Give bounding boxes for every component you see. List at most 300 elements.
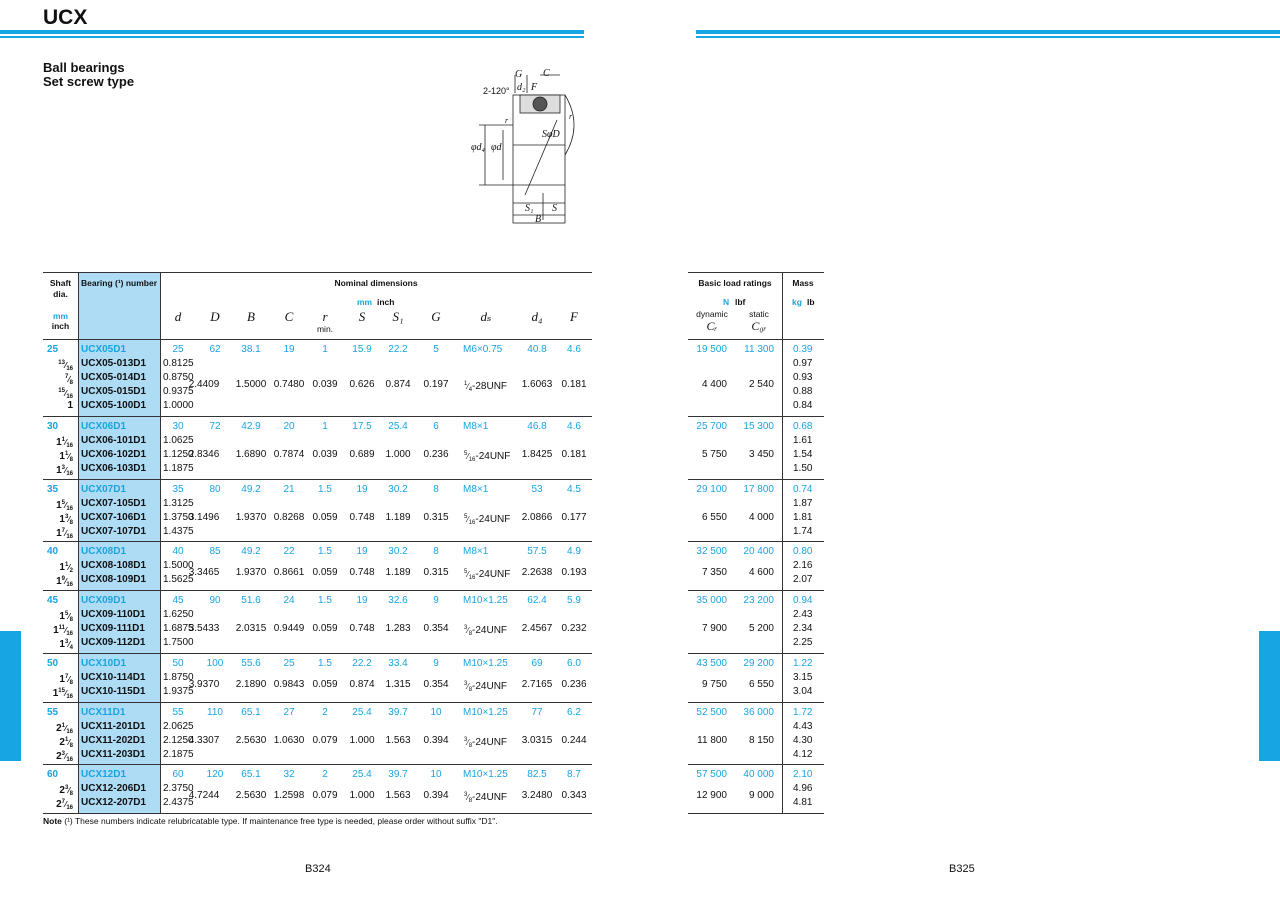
bearing-inch: UCX09-110D1: [81, 609, 146, 620]
inch-common-D: 3.1496: [188, 512, 220, 523]
header-bearing: Bearing (¹) number: [80, 278, 158, 288]
metric-Cor: 15 300: [743, 421, 774, 432]
inch-common-G: 0.315: [423, 512, 449, 523]
metric-Cr: 25 700: [696, 421, 727, 432]
inch-common-D: 3.5433: [188, 623, 220, 634]
inch-d: 1.3750: [163, 512, 194, 523]
metric-ds: M6×0.75: [463, 344, 503, 355]
shaft-mm: 40: [47, 546, 59, 557]
metric-Cr: 35 000: [696, 595, 727, 606]
inch-common-r: 0.079: [312, 735, 338, 746]
inch-common-D: 4.7244: [188, 790, 220, 801]
group-separator: [43, 813, 592, 814]
header-Cor: C₀ᵣ: [751, 319, 767, 333]
metric-Cor: 40 000: [743, 769, 774, 780]
inch-common-S: 0.626: [349, 379, 375, 390]
bearing-inch: UCX09-111D1: [81, 623, 145, 634]
bearing-metric: UCX05D1: [81, 344, 127, 355]
inch-d: 0.8750: [163, 372, 194, 383]
inch-common-d4: 2.7165: [521, 679, 553, 690]
inch-mass: 0.88: [793, 386, 813, 397]
header-load-lbf: lbf: [735, 297, 746, 307]
inch-common-r: 0.039: [312, 449, 338, 460]
bearing-inch: UCX10-115D1: [81, 686, 146, 697]
inch-d: 1.1250: [163, 449, 194, 460]
bearing-metric: UCX06D1: [81, 421, 127, 432]
inch-common-S1: 1.563: [385, 790, 411, 801]
shaft-inch: $1^3⁄_4$: [59, 639, 73, 651]
inch-common-S1: 1.315: [385, 679, 411, 690]
inch-common-ds: $^3⁄_8-24UNF$: [464, 792, 508, 804]
inch-d: 1.0625: [163, 435, 194, 446]
header-mass-lb: lb: [807, 297, 815, 307]
inch-common-S1: 1.000: [385, 449, 411, 460]
inch-common-G: 0.197: [423, 379, 449, 390]
metric-C: 27: [283, 707, 295, 718]
metric-S1: 22.2: [388, 344, 408, 355]
header-col-C: C: [284, 309, 294, 324]
metric-d: 35: [172, 484, 184, 495]
bearing-inch: UCX09-112D1: [81, 637, 146, 648]
bearing-metric: UCX10D1: [81, 658, 127, 669]
header-unit-mm: mm: [52, 311, 69, 321]
metric-d: 30: [172, 421, 184, 432]
inch-common-C: 1.2598: [273, 790, 305, 801]
metric-mass: 0.80: [793, 546, 813, 557]
header-mass: Mass: [792, 278, 814, 288]
metric-B: 38.1: [241, 344, 261, 355]
inch-common-G: 0.354: [423, 623, 449, 634]
bearing-inch: UCX08-108D1: [81, 560, 147, 571]
bearing-metric: UCX08D1: [81, 546, 127, 557]
shaft-mm: 60: [47, 769, 59, 780]
metric-ds: M8×1: [463, 546, 489, 557]
inch-mass: 1.61: [793, 435, 813, 446]
inch-common-d4: 1.8425: [521, 449, 553, 460]
metric-C: 25: [283, 658, 295, 669]
inch-common-B: 2.0315: [235, 623, 267, 634]
diagram-label-d: φd: [491, 142, 502, 153]
metric-G: 10: [430, 707, 442, 718]
inch-common-S1: 0.874: [385, 379, 411, 390]
inch-common-D: 3.9370: [188, 679, 220, 690]
inch-common-C: 0.7874: [273, 449, 305, 460]
inch-common-Cor: 6 550: [748, 679, 774, 690]
shaft-inch: $1^3⁄_{16}$: [56, 465, 73, 477]
metric-G: 5: [433, 344, 439, 355]
metric-mass: 2.10: [793, 769, 813, 780]
metric-Cr: 32 500: [696, 546, 727, 557]
shaft-inch: $^{15}⁄_{16}$: [58, 388, 73, 400]
header-rule-left-thin: [0, 36, 584, 38]
inch-common-F: 0.343: [561, 790, 587, 801]
metric-S1: 39.7: [388, 769, 408, 780]
header-rule-right-thin: [696, 36, 1280, 38]
inch-common-ds: $^5⁄_{16}-24UNF$: [464, 514, 511, 526]
shaft-mm: 45: [47, 595, 59, 606]
inch-common-d4: 2.2638: [521, 567, 553, 578]
inch-common-S1: 1.563: [385, 735, 411, 746]
diagram-label-S1: S₁: [525, 203, 534, 214]
inch-common-C: 0.9449: [273, 623, 305, 634]
inch-d: 2.1250: [163, 735, 194, 746]
header-unit-inch: inch: [51, 321, 70, 331]
inch-mass: 2.16: [793, 560, 813, 571]
inch-common-C: 0.7480: [273, 379, 305, 390]
metric-mass: 1.72: [793, 707, 813, 718]
header-col-B: B: [247, 309, 255, 324]
metric-mass: 0.74: [793, 484, 813, 495]
bearing-inch: UCX08-109D1: [81, 574, 147, 585]
shaft-mm: 50: [47, 658, 59, 669]
inch-common-F: 0.181: [561, 449, 587, 460]
inch-common-F: 0.193: [561, 567, 587, 578]
metric-D: 85: [209, 546, 221, 557]
metric-d: 40: [172, 546, 184, 557]
metric-d4: 57.5: [527, 546, 547, 557]
metric-r: 2: [322, 769, 328, 780]
inch-common-F: 0.181: [561, 379, 587, 390]
metric-F: 6.2: [567, 707, 581, 718]
metric-S: 25.4: [352, 769, 372, 780]
inch-mass: 4.81: [793, 797, 813, 808]
header-col-S: S: [358, 309, 366, 324]
metric-C: 22: [283, 546, 295, 557]
metric-D: 72: [209, 421, 221, 432]
inch-mass: 4.96: [793, 783, 813, 794]
inch-d: 1.5625: [163, 574, 194, 585]
inch-d: 1.4375: [163, 526, 194, 537]
bearing-inch: UCX12-206D1: [81, 783, 147, 794]
header-rule-right-thick: [696, 30, 1280, 34]
bearing-metric: UCX07D1: [81, 484, 127, 495]
inch-common-S: 0.689: [349, 449, 375, 460]
inch-common-ds: $^5⁄_{16}-24UNF$: [464, 451, 511, 463]
metric-D: 100: [206, 658, 224, 669]
table-top-rule-right: [688, 272, 824, 273]
metric-S: 19: [356, 595, 368, 606]
metric-mass: 1.22: [793, 658, 813, 669]
metric-d4: 53: [531, 484, 543, 495]
metric-d: 50: [172, 658, 184, 669]
inch-common-Cor: 4 600: [748, 567, 774, 578]
inch-mass: 0.97: [793, 358, 813, 369]
inch-d: 1.0000: [163, 400, 194, 411]
shaft-inch: $^{13}⁄_{16}$: [58, 360, 73, 372]
metric-Cor: 20 400: [743, 546, 774, 557]
metric-d4: 62.4: [527, 595, 547, 606]
inch-common-C: 0.9843: [273, 679, 305, 690]
metric-D: 90: [209, 595, 221, 606]
subtitle-set-screw: Set screw type: [43, 74, 135, 89]
bearing-diagram: [465, 65, 600, 230]
shaft-inch: $1^9⁄_{16}$: [56, 576, 73, 588]
header-rule-left-thick: [0, 30, 584, 34]
shaft-inch: $^7⁄_8$: [64, 374, 73, 386]
metric-d: 45: [172, 595, 184, 606]
inch-common-Cr: 9 750: [701, 679, 727, 690]
inch-common-C: 1.0630: [273, 735, 305, 746]
inch-common-Cor: 4 000: [748, 512, 774, 523]
header-static: static: [749, 309, 769, 319]
shaft-inch: $2^3⁄_{16}$: [56, 751, 73, 763]
metric-G: 10: [430, 769, 442, 780]
metric-D: 80: [209, 484, 221, 495]
inch-common-S1: 1.189: [385, 567, 411, 578]
group-separator-right: [688, 416, 824, 417]
shaft-mm: 55: [47, 707, 59, 718]
shaft-inch: $1^7⁄_8$: [59, 674, 73, 686]
diagram-label-F: F: [531, 82, 538, 93]
header-nominal-inch: inch: [377, 297, 395, 307]
inch-common-ds: $^3⁄_8-24UNF$: [464, 737, 508, 749]
bearing-inch: UCX06-102D1: [81, 449, 147, 460]
inch-mass: 2.43: [793, 609, 813, 620]
group-separator: [43, 590, 592, 591]
metric-S: 25.4: [352, 707, 372, 718]
header-col-S1: S₁: [392, 309, 404, 324]
metric-Cr: 43 500: [696, 658, 727, 669]
bearing-inch: UCX11-203D1: [81, 749, 146, 760]
shaft-inch: 1: [67, 400, 73, 411]
header-load-N: N: [723, 297, 730, 307]
metric-S1: 39.7: [388, 707, 408, 718]
metric-F: 6.0: [567, 658, 581, 669]
shaft-inch: $1^{15}⁄_{16}$: [52, 688, 73, 700]
inch-d: 2.1875: [163, 749, 194, 760]
bearing-inch: UCX05-100D1: [81, 400, 147, 411]
inch-common-F: 0.236: [561, 679, 587, 690]
inch-common-S: 0.874: [349, 679, 375, 690]
diagram-label-d4: φd₄: [471, 142, 486, 153]
group-separator-right: [688, 813, 824, 814]
inch-common-ds: $^3⁄_8-24UNF$: [464, 681, 508, 693]
metric-D: 120: [206, 769, 224, 780]
metric-ds: M10×1.25: [463, 707, 508, 718]
metric-B: 65.1: [241, 769, 261, 780]
metric-Cor: 17 800: [743, 484, 774, 495]
inch-common-Cr: 11 800: [697, 735, 727, 746]
inch-common-G: 0.394: [423, 735, 449, 746]
header-col-D: D: [210, 309, 220, 324]
metric-r: 2: [322, 707, 328, 718]
inch-common-B: 1.9370: [235, 512, 267, 523]
metric-C: 24: [283, 595, 295, 606]
inch-mass: 1.54: [793, 449, 813, 460]
shaft-inch: $2^3⁄_8$: [59, 785, 73, 797]
bearing-inch: UCX05-015D1: [81, 386, 147, 397]
metric-S: 19: [356, 546, 368, 557]
metric-G: 9: [433, 658, 439, 669]
inch-mass: 0.84: [793, 400, 813, 411]
metric-d4: 40.8: [527, 344, 547, 355]
metric-S1: 25.4: [388, 421, 408, 432]
bearing-inch: UCX07-107D1: [81, 526, 147, 537]
bearing-inch: UCX05-014D1: [81, 372, 147, 383]
footnote-ref: (¹): [64, 816, 73, 826]
bearing-metric: UCX09D1: [81, 595, 127, 606]
inch-common-Cr: 6 550: [701, 512, 727, 523]
metric-F: 8.7: [567, 769, 581, 780]
metric-r: 1: [322, 421, 328, 432]
inch-d: 1.6875: [163, 623, 194, 634]
inch-d: 1.5000: [163, 560, 194, 571]
metric-S1: 30.2: [388, 484, 408, 495]
header-col-F: F: [570, 309, 578, 324]
footnote: [43, 816, 498, 826]
inch-common-ds: $^5⁄_{16}-24UNF$: [464, 569, 511, 581]
diagram-label-B: B: [535, 214, 542, 225]
metric-F: 4.5: [567, 484, 581, 495]
metric-d: 25: [172, 344, 184, 355]
inch-common-r: 0.059: [312, 512, 338, 523]
inch-common-d4: 2.4567: [521, 623, 553, 634]
inch-common-F: 0.177: [561, 512, 587, 523]
inch-common-r: 0.079: [312, 790, 338, 801]
metric-S1: 30.2: [388, 546, 408, 557]
metric-B: 49.2: [241, 546, 261, 557]
diagram-label-G: G: [515, 69, 523, 80]
metric-r: 1: [322, 344, 328, 355]
inch-common-B: 2.5630: [235, 735, 267, 746]
inch-mass: 1.87: [793, 498, 813, 509]
inch-common-S: 1.000: [349, 790, 375, 801]
shaft-inch: $2^7⁄_{16}$: [56, 799, 73, 811]
metric-d: 55: [172, 707, 184, 718]
inch-mass: 4.43: [793, 721, 813, 732]
side-tab-left: [0, 631, 21, 761]
inch-common-d4: 3.2480: [521, 790, 553, 801]
diagram-label-SD: SφD: [542, 129, 560, 140]
metric-Cr: 19 500: [696, 344, 727, 355]
metric-d4: 69: [531, 658, 543, 669]
group-separator-right: [688, 702, 824, 703]
diagram-label-angle: 2-120°: [483, 86, 510, 96]
inch-common-ds: $^3⁄_8-24UNF$: [464, 625, 508, 637]
inch-common-D: 3.3465: [188, 567, 220, 578]
bearing-metric: UCX11D1: [81, 707, 126, 718]
col-divider-load: [782, 272, 783, 813]
inch-mass: 4.30: [793, 735, 813, 746]
inch-common-Cor: 3 450: [748, 449, 774, 460]
inch-common-Cor: 2 540: [748, 379, 774, 390]
inch-mass: 0.93: [793, 372, 813, 383]
inch-common-S: 0.748: [349, 567, 375, 578]
group-separator: [43, 764, 592, 765]
shaft-inch: $1^5⁄_8$: [59, 611, 73, 623]
inch-common-D: 4.3307: [188, 735, 220, 746]
inch-common-ds: $^1⁄_4-28UNF$: [464, 381, 508, 393]
inch-common-D: 2.8346: [188, 449, 220, 460]
shaft-inch: $2^1⁄_{16}$: [56, 723, 73, 735]
bearing-inch: UCX07-105D1: [81, 498, 147, 509]
diagram-label-C: C: [543, 68, 550, 79]
header-nominal-mm: mm: [357, 297, 373, 307]
page-number-left: B324: [305, 863, 331, 875]
table-header-rule-right: [688, 339, 824, 340]
inch-d: 0.8125: [163, 358, 194, 369]
inch-mass: 3.04: [793, 686, 813, 697]
metric-mass: 0.39: [793, 344, 813, 355]
header-col-d: d: [174, 309, 182, 324]
inch-mass: 2.25: [793, 637, 813, 648]
metric-B: 65.1: [241, 707, 261, 718]
metric-d4: 46.8: [527, 421, 547, 432]
inch-common-r: 0.059: [312, 623, 338, 634]
header-col-d4: d₄: [531, 309, 543, 324]
metric-S: 19: [356, 484, 368, 495]
inch-d: 2.4375: [163, 797, 194, 808]
metric-S: 17.5: [352, 421, 372, 432]
footnote-text: These numbers indicate relubricatable type. If maintenance free type is needed, please order without suffix "D1".: [74, 816, 498, 826]
inch-d: 0.9375: [163, 386, 194, 397]
inch-common-d4: 3.0315: [521, 735, 553, 746]
group-separator-right: [688, 590, 824, 591]
metric-r: 1.5: [318, 658, 332, 669]
inch-common-C: 0.8661: [273, 567, 305, 578]
inch-mass: 4.12: [793, 749, 813, 760]
inch-d: 1.6250: [163, 609, 194, 620]
bearing-inch: UCX12-207D1: [81, 797, 147, 808]
inch-d: 2.0625: [163, 721, 194, 732]
header-shaft: Shaft dia.: [49, 278, 72, 299]
bearing-metric: UCX12D1: [81, 769, 127, 780]
inch-common-S: 0.748: [349, 512, 375, 523]
bearing-inch: UCX06-101D1: [81, 435, 147, 446]
metric-ds: M10×1.25: [463, 769, 508, 780]
shaft-inch: $2^1⁄_8$: [59, 737, 73, 749]
inch-common-Cor: 8 150: [748, 735, 774, 746]
header-Cr: Cᵣ: [706, 319, 718, 333]
inch-common-B: 1.5000: [235, 379, 267, 390]
metric-d4: 77: [531, 707, 543, 718]
metric-r: 1.5: [318, 595, 332, 606]
header-col-r: r: [322, 309, 328, 324]
inch-common-Cor: 9 000: [748, 790, 774, 801]
metric-D: 62: [209, 344, 221, 355]
inch-common-Cr: 12 900: [696, 790, 727, 801]
inch-common-S1: 1.189: [385, 512, 411, 523]
shaft-inch: $1^7⁄_{16}$: [56, 528, 73, 540]
metric-C: 21: [283, 484, 295, 495]
metric-Cr: 57 500: [696, 769, 727, 780]
subtitle-ball-bearings: Ball bearings: [43, 60, 125, 75]
group-separator-right: [688, 764, 824, 765]
header-r-min: min.: [316, 324, 334, 334]
inch-common-d4: 1.6063: [521, 379, 553, 390]
inch-common-B: 2.5630: [235, 790, 267, 801]
shaft-inch: $1^1⁄_{16}$: [56, 437, 73, 449]
page-number-right: B325: [949, 863, 975, 875]
metric-Cor: 11 300: [744, 344, 774, 355]
metric-r: 1.5: [318, 484, 332, 495]
bearing-inch: UCX11-202D1: [81, 735, 146, 746]
inch-d: 1.7500: [163, 637, 194, 648]
inch-common-G: 0.236: [423, 449, 449, 460]
metric-ds: M10×1.25: [463, 658, 508, 669]
col-divider-shaft: [78, 272, 79, 813]
metric-mass: 0.94: [793, 595, 813, 606]
inch-mass: 2.07: [793, 574, 813, 585]
inch-common-Cr: 5 750: [701, 449, 727, 460]
inch-common-Cr: 4 400: [701, 379, 727, 390]
metric-S1: 33.4: [388, 658, 408, 669]
inch-common-C: 0.8268: [273, 512, 305, 523]
metric-G: 6: [433, 421, 439, 432]
header-nominal: Nominal dimensions: [334, 278, 418, 288]
header-col-ds: dₛ: [480, 309, 492, 324]
bearing-inch: UCX05-013D1: [81, 358, 147, 369]
